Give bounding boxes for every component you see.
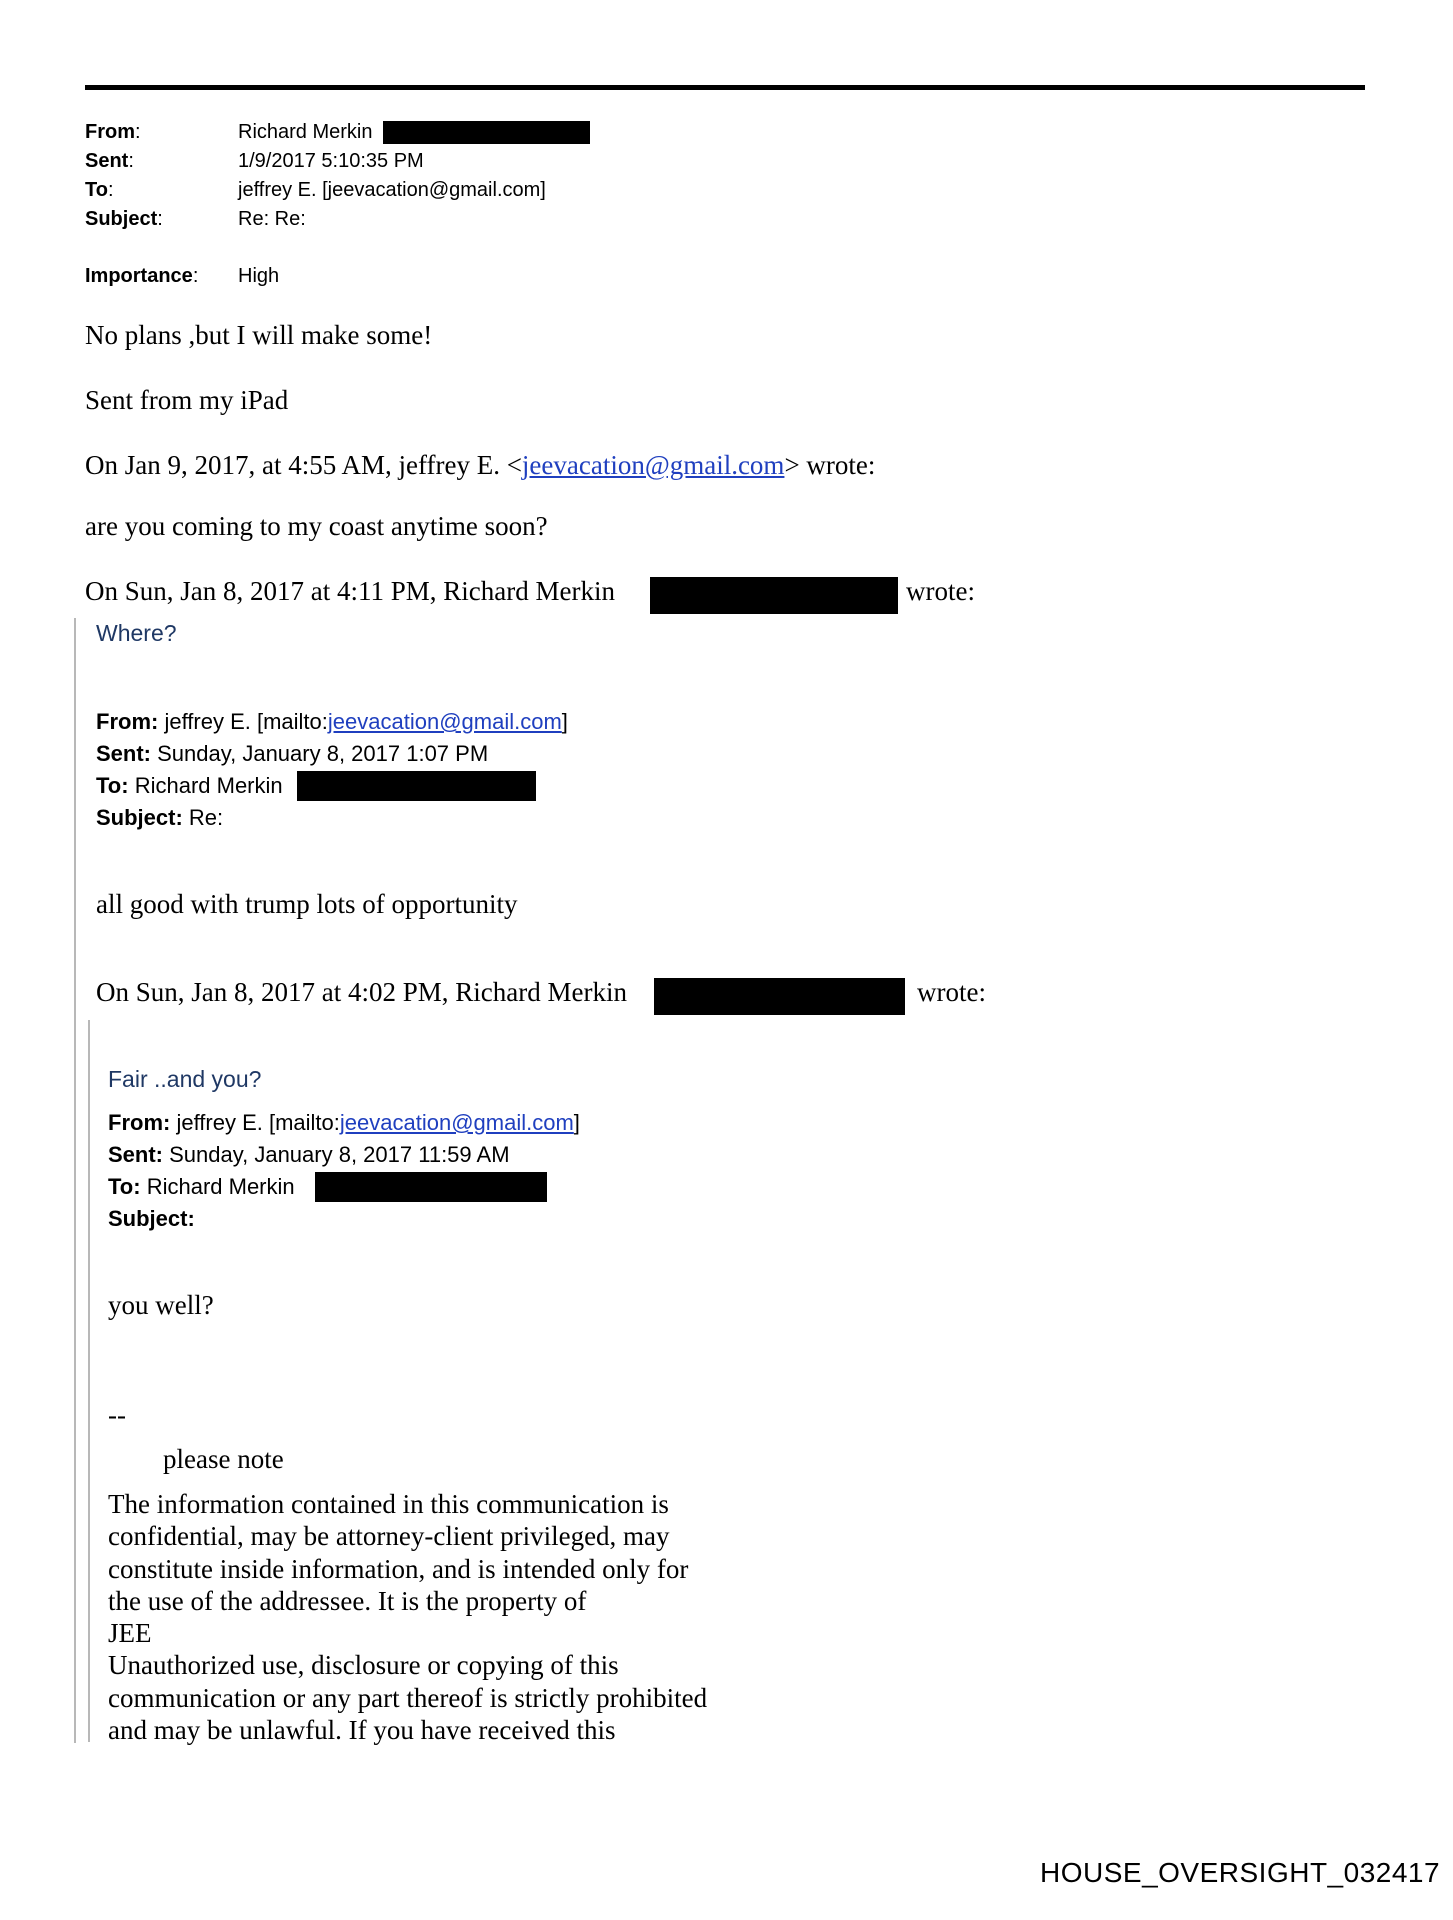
quote3-body: Fair ..and you? — [108, 1066, 262, 1092]
quote2-attribution: On Sun, Jan 8, 2017 at 4:11 PM, Richard Merkin — [85, 576, 615, 606]
forward1-sent: Sent: Sunday, January 8, 2017 1:07 PM — [96, 741, 489, 766]
subject-key: Subject: — [85, 208, 163, 230]
forward2-subject: Subject: — [108, 1206, 195, 1231]
disclaimer-line: and may be unlawful. If you have received this — [108, 1715, 616, 1746]
disclaimer-line: communication or any part thereof is strictly prohibited — [108, 1682, 708, 1713]
email-link[interactable]: jeevacation@gmail.com — [521, 450, 785, 480]
disclaimer-line: the use of the addressee. It is the property of — [108, 1585, 587, 1616]
quote1-body: are you coming to my coast anytime soon? — [85, 511, 548, 541]
quote3-attribution: On Sun, Jan 8, 2017 at 4:02 PM, Richard Merkin — [96, 977, 627, 1007]
to-key: To: — [85, 179, 114, 201]
top-rule — [85, 85, 1365, 90]
email-link[interactable]: jeevacation@gmail.com — [339, 1110, 574, 1135]
forward2-to: To: Richard Merkin — [108, 1174, 295, 1199]
importance-key: Importance: — [85, 265, 199, 287]
forward1-body: all good with trump lots of opportunity — [96, 889, 518, 919]
forward1-from: From: jeffrey E. [mailto:jeevacation@gmail.com] — [96, 709, 568, 734]
reply-signature: Sent from my iPad — [85, 385, 289, 415]
forward1-to: To: Richard Merkin — [96, 773, 283, 798]
disclaimer-line: confidential, may be attorney-client privileged, may — [108, 1521, 670, 1552]
subject-value: Re: Re: — [238, 208, 306, 230]
redaction-bar — [297, 771, 536, 801]
sent-key: Sent: — [85, 150, 134, 172]
from-key: From: — [85, 121, 141, 143]
reply-body: No plans ,but I will make some! — [85, 320, 433, 350]
forward2-from: From: jeffrey E. [mailto:jeevacation@gmail.com] — [108, 1110, 580, 1135]
quote2-body: Where? — [96, 620, 177, 646]
forward2-body: you well? — [108, 1290, 214, 1320]
importance-value: High — [238, 265, 280, 287]
redaction-bar — [315, 1172, 547, 1202]
signature-dashes: -- — [108, 1400, 126, 1430]
sent-value: 1/9/2017 5:10:35 PM — [238, 150, 424, 172]
forward1-subject: Subject: Re: — [96, 805, 224, 830]
to-value: jeffrey E. [jeevacation@gmail.com] — [238, 179, 546, 201]
disclaimer-line: The information contained in this communication is — [108, 1489, 669, 1519]
redaction-bar — [383, 121, 590, 144]
disclaimer-line: Unauthorized use, disclosure or copying of this — [108, 1650, 619, 1681]
email-link[interactable]: jeevacation@gmail.com — [327, 709, 562, 734]
quote2-wrote: wrote: — [906, 576, 975, 606]
disclaimer-line: constitute inside information, and is intended only for — [108, 1553, 689, 1584]
disclaimer — [108, 1488, 707, 1746]
redaction-bar — [650, 577, 898, 614]
disclaimer-line: JEE — [108, 1618, 152, 1649]
quote3-wrote: wrote: — [917, 977, 986, 1007]
from-value: Richard Merkin — [238, 121, 373, 143]
quote-bar-inner — [88, 1020, 90, 1742]
forward2-sent: Sent: Sunday, January 8, 2017 11:59 AM — [108, 1142, 510, 1167]
bates-number: HOUSE_OVERSIGHT_032417 — [1040, 1857, 1441, 1888]
quote-bar-outer — [74, 618, 76, 1743]
signature-note: please note — [163, 1444, 284, 1474]
quote1-attribution: On Jan 9, 2017, at 4:55 AM, jeffrey E. <jeevacation@gmail.com> wrote: — [85, 450, 876, 480]
redaction-bar — [654, 978, 905, 1015]
